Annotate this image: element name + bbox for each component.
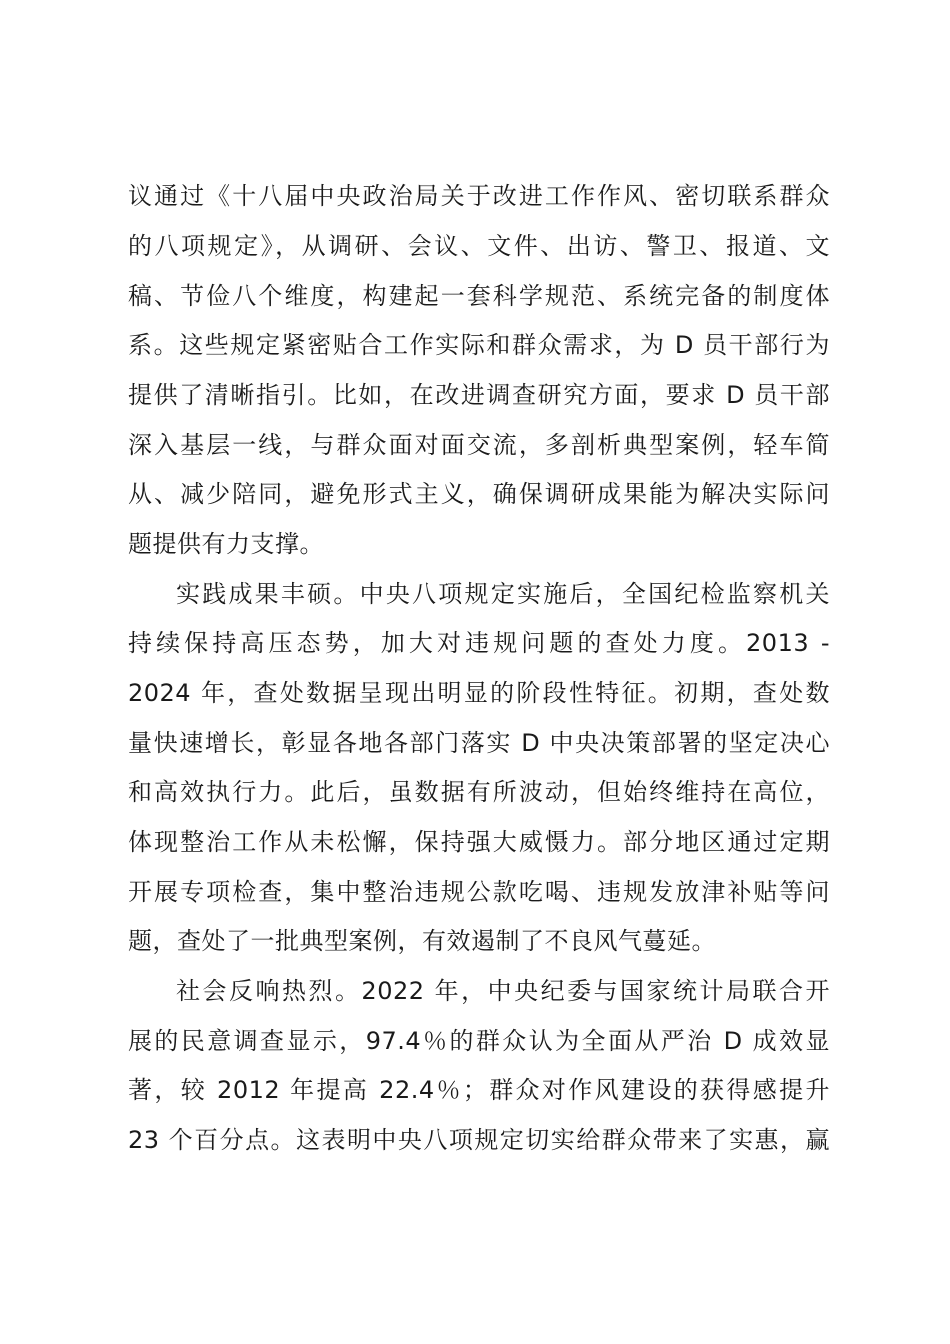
text-line: 提供了清晰指引。比如，在改进调查研究方面，要求 D 员干部 [128, 381, 830, 409]
text-line: 著，较 2012 年提高 22.4％；群众对作风建设的获得感提升 [128, 1076, 830, 1104]
text-line: 题，查处了一批典型案例，有效遏制了不良风气蔓延。 [128, 927, 716, 955]
text-line: 稿、节俭八个维度，构建起一套科学规范、系统完备的制度体 [128, 282, 830, 310]
text-line: 持续保持高压态势，加大对违规问题的查处力度。2013 - [128, 629, 830, 657]
text-line: 深入基层一线，与群众面对面交流，多剖析典型案例，轻车简 [128, 431, 830, 459]
text-line: 体现整治工作从未松懈，保持强大威慑力。部分地区通过定期 [128, 828, 830, 856]
text-line: 23 个百分点。这表明中央八项规定切实给群众带来了实惠，赢 [128, 1126, 830, 1154]
text-line: 系。这些规定紧密贴合工作实际和群众需求，为 D 员干部行为 [128, 331, 830, 359]
text-line: 题提供有力支撑。 [128, 530, 324, 558]
text-line: 议通过《十八届中央政治局关于改进工作作风、密切联系群众 [128, 182, 830, 210]
text-line: 2024 年，查处数据呈现出明显的阶段性特征。初期，查处数 [128, 679, 830, 707]
text-line: 实践成果丰硕。中央八项规定实施后，全国纪检监察机关 [176, 580, 830, 608]
text-line: 量快速增长，彰显各地各部门落实 D 中央决策部署的坚定决心 [128, 729, 830, 757]
text-line: 和高效执行力。此后，虽数据有所波动，但始终维持在高位， [128, 778, 830, 806]
text-line: 从、减少陪同，避免形式主义，确保调研成果能为解决实际问 [128, 480, 830, 508]
text-line: 开展专项检查，集中整治违规公款吃喝、违规发放津补贴等问 [128, 878, 830, 906]
text-line: 展的民意调查显示，97.4％的群众认为全面从严治 D 成效显 [128, 1027, 830, 1055]
text-line: 的八项规定》，从调研、会议、文件、出访、警卫、报道、文 [128, 232, 830, 260]
text-line: 社会反响热烈。2022 年，中央纪委与国家统计局联合开 [176, 977, 830, 1005]
